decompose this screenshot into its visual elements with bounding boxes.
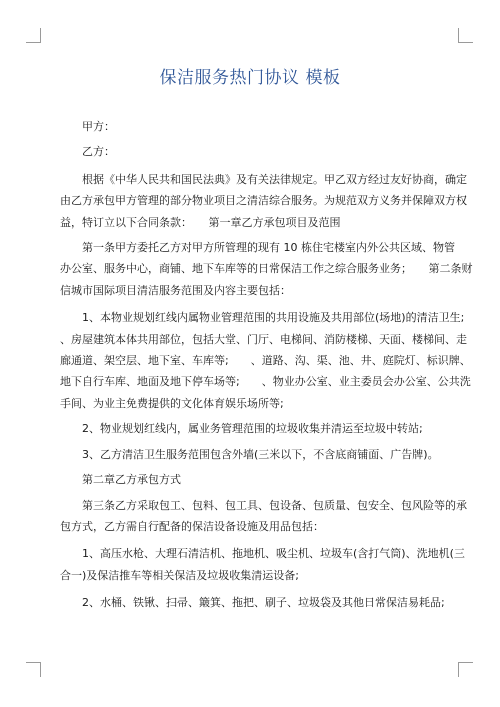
document-line: 3、乙方清洁卫生服务范围包含外墙(三米以下，不含底商铺面、广告牌)。 xyxy=(82,447,439,461)
document-line: 信城市国际项目清洁服务范围及内容主要包括： xyxy=(60,283,291,297)
document-line: 合一)及保洁推车等相关保洁及垃圾收集清运设备; xyxy=(60,568,299,582)
document-line: 由乙方承包甲方管理的部分物业项目之清洁综合服务。为规范双方义务并保障双方权 xyxy=(60,194,467,208)
document-line: 第二章乙方承包方式 xyxy=(82,473,181,487)
document-line: 手间、为业主免费提供的文化体育娱乐场所等; xyxy=(60,396,284,410)
document-line: 廊通道、架空层、地下室、车库等; 、道路、沟、渠、池、井、庭院灯、标识牌、 xyxy=(60,354,471,368)
document-line: 包方式，乙方需自行配备的保洁设备设施及用品包括： xyxy=(60,519,324,533)
document-line: 1、高压水枪、大理石清洁机、拖地机、吸尘机、垃圾车(含打气筒)、洗地机(三 xyxy=(82,547,465,561)
document-line: 第三条乙方采取包工、包料、包工具、包设备、包质量、包安全、包风险等的承 xyxy=(82,498,467,512)
document-line: 根据《中华人民共和国民法典》及有关法律规定。甲乙双方经过友好协商，确定 xyxy=(82,172,467,186)
document-body xyxy=(60,116,473,614)
document-line: 第一条甲方委托乙方对甲方所管理的现有 10 栋住宅楼室内外公共区域、物管 xyxy=(82,241,455,255)
crop-mark-top-left xyxy=(26,28,41,43)
document-line: 1、本物业规划红线内属物业管理范围的共用设施及共用部位(场地)的清洁卫生; xyxy=(82,311,465,325)
document-line: 益，特订立以下合同条款： 第一章乙方承包项目及范围 xyxy=(60,215,341,229)
crop-mark-bottom-left xyxy=(26,662,41,677)
document-title: 保洁服务热门协议 模板 xyxy=(159,68,341,88)
crop-mark-bottom-right xyxy=(458,662,473,677)
document-line: 2、物业规划红线内，属业务管理范围的垃圾收集并清运至垃圾中转站; xyxy=(82,422,423,436)
crop-mark-top-right xyxy=(458,28,473,43)
document-line: 办公室、服务中心，商铺、地下车库等的日常保洁工作之综合服务业务； 第二条财 xyxy=(60,262,473,276)
document-line: 甲方： xyxy=(82,120,115,133)
document-line: 乙方： xyxy=(82,145,115,159)
document-line: 2、水桶、铁锹、扫帚、簸箕、拖把、刷子、垃圾袋及其他日常保洁易耗品; xyxy=(82,596,445,610)
document-line: 、房屋建筑本体共用部位，包括大堂、门厅、电梯间、消防楼梯、天面、楼梯间、走 xyxy=(60,332,467,346)
document-line: 地下自行车库、地面及地下停车场等; 、物业办公室、业主委员会办公室、公共洗 xyxy=(60,375,471,389)
